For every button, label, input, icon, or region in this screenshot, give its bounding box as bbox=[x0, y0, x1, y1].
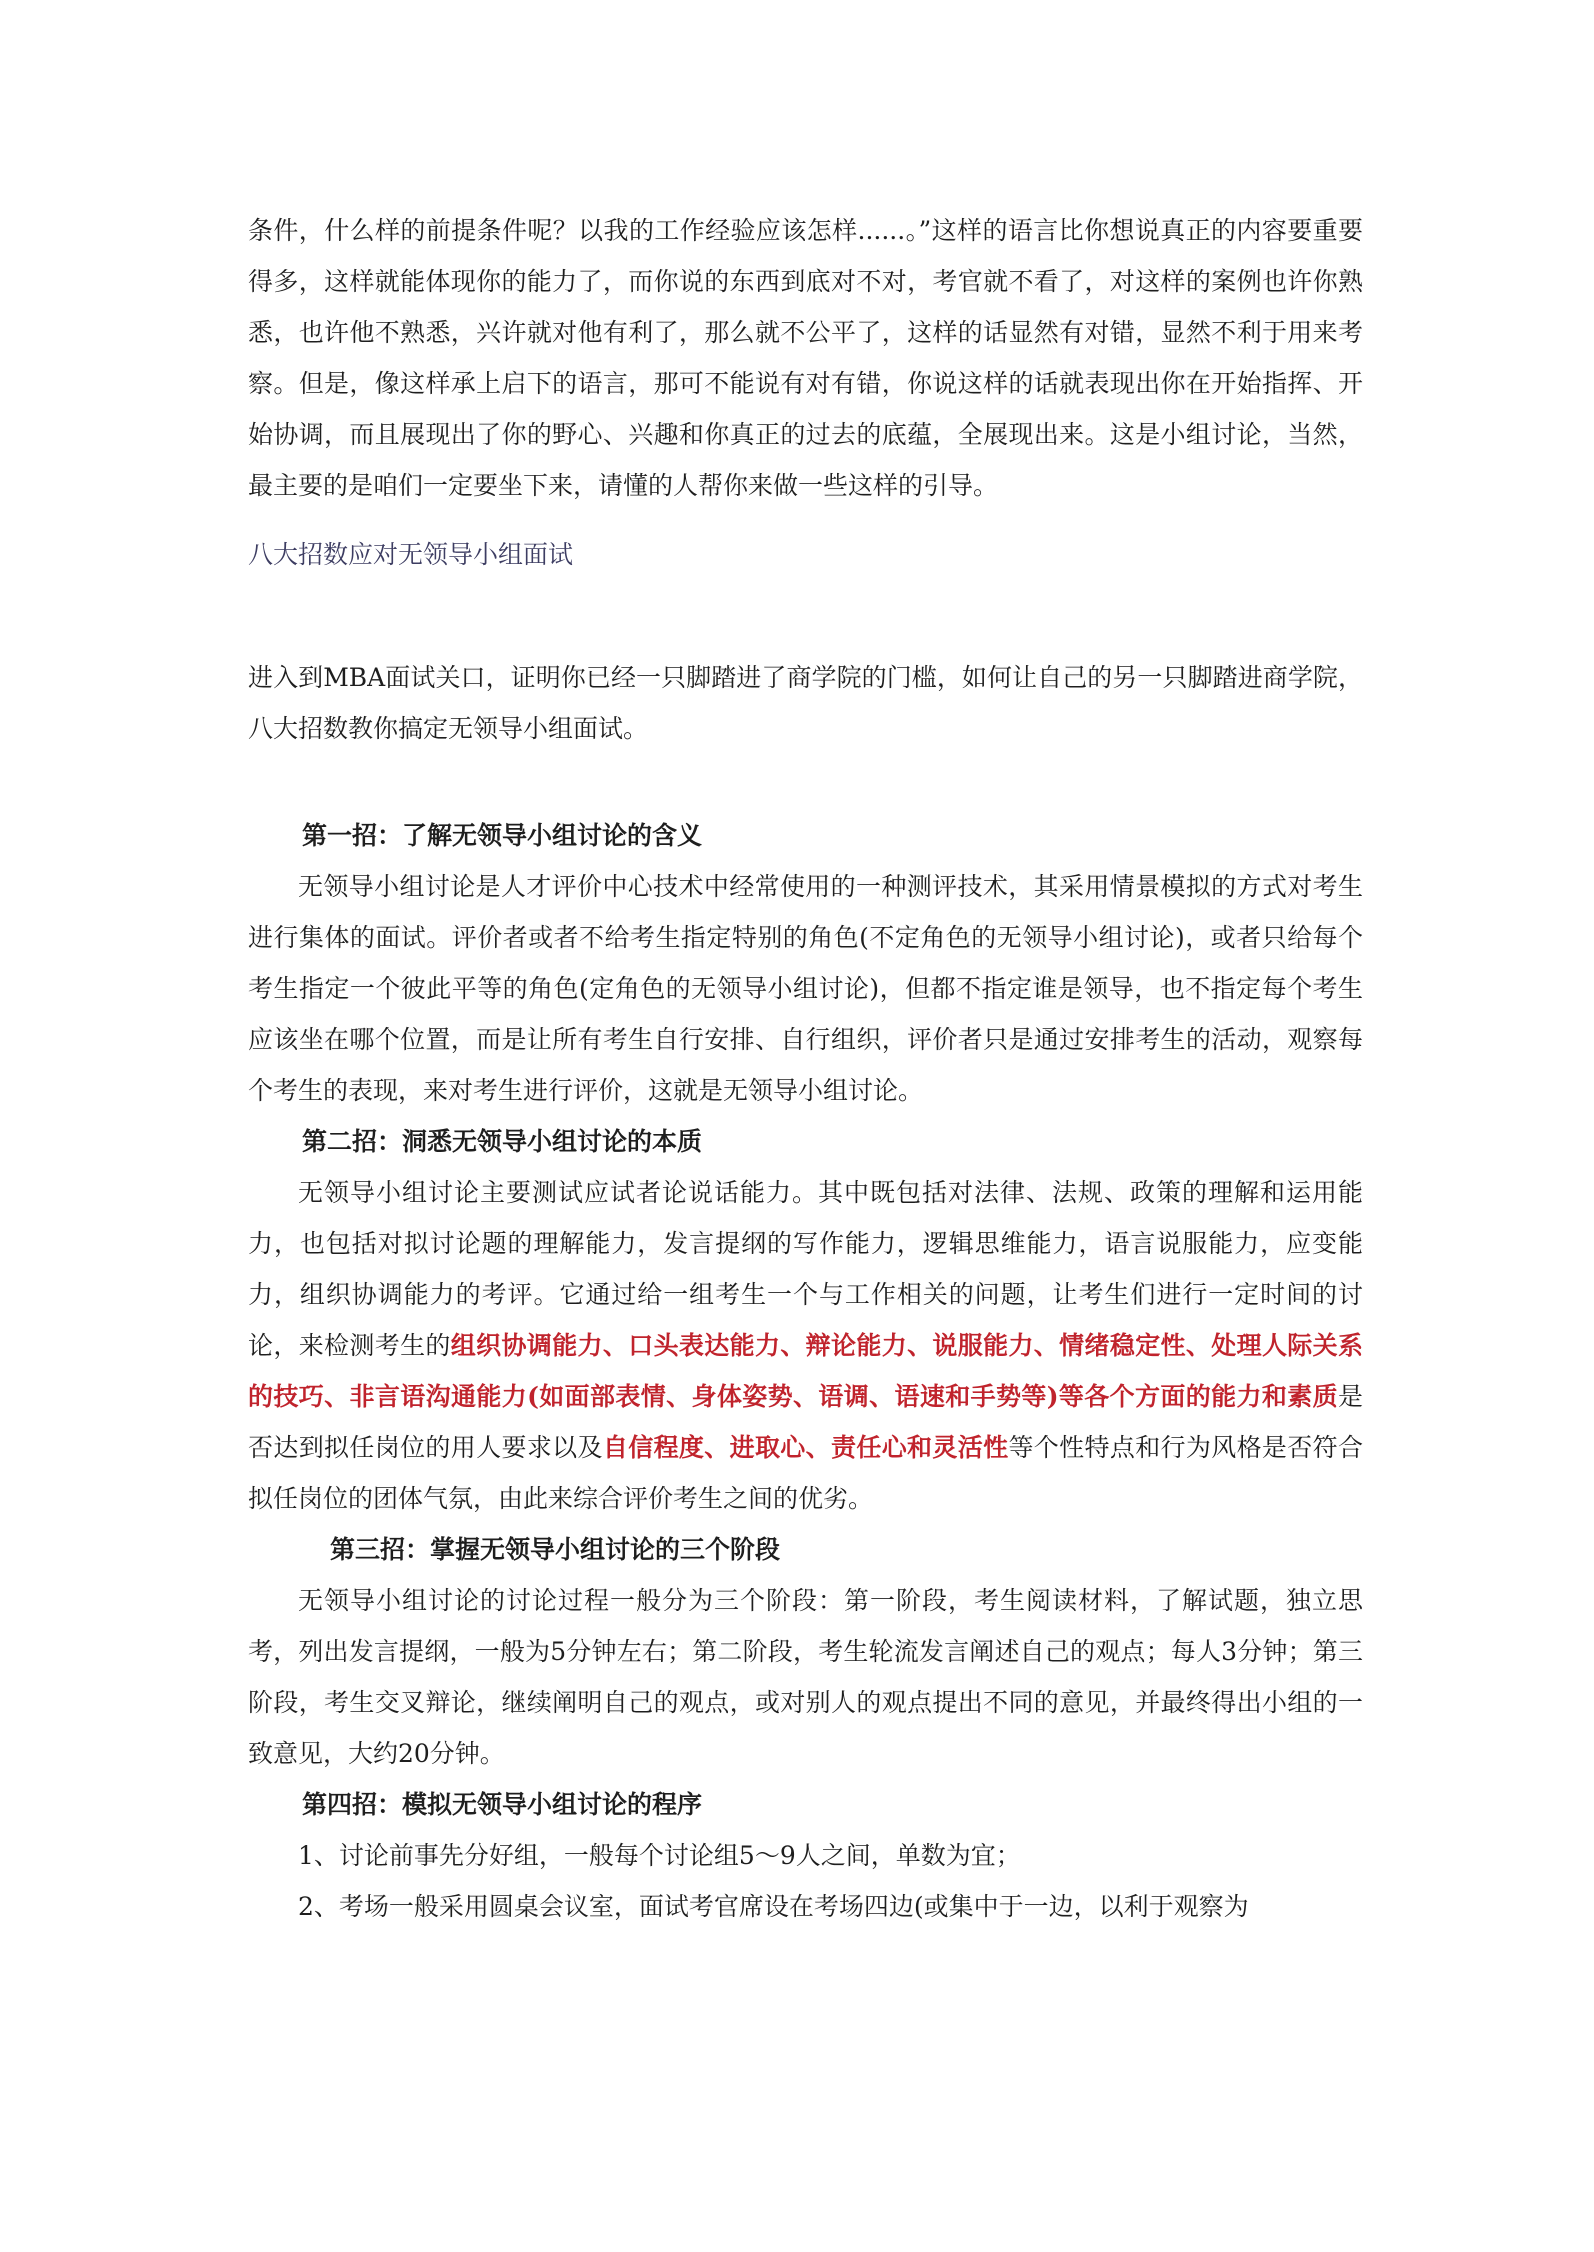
strategy-3-body: 无领导小组讨论的讨论过程一般分为三个阶段：第一阶段，考生阅读材料，了解试题，独立思考，列出发言提纲，一般为5分钟左右；第二阶段，考生轮流发言阐述自己的观点；每人3分钟；第三阶段，考生交叉辩论，继续阐明自己的观点，或对别人的观点提出不同的意见，并最终得出小组的一致意见，大约20分钟。 bbox=[248, 1586, 1363, 1768]
strategy-2-text-3: 等个性特点和行为风格是否符合拟任岗位的团体气氛，由此来综合评价考生之间的优劣。 bbox=[248, 1433, 1363, 1513]
strategy-3-title: 第三招：掌握无领导小组讨论的三个阶段 bbox=[330, 1535, 781, 1564]
strategy-2-body bbox=[248, 1167, 1363, 1524]
strategy-2-text-2: 是否达到拟任岗位的用人要求以及 bbox=[248, 1382, 1363, 1462]
strategy-1-body: 无领导小组讨论是人才评价中心技术中经常使用的一种测评技术，其采用情景模拟的方式对考生进行集体的面试。评价者或者不给考生指定特别的角色(不定角色的无领导小组讨论)，或者只给每个考生指定一个彼此平等的角色(定角色的无领导小组讨论)，但都不指定谁是领导，也不指定每个考生应该坐在哪个位置，而是让所有考生自行安排、自行组织，评价者只是通过安排考生的活动，观察每个考生的表现，来对考生进行评价，这就是无领导小组讨论。 bbox=[248, 872, 1363, 1105]
strategy-2-title: 第二招：洞悉无领导小组讨论的本质 bbox=[302, 1127, 703, 1156]
section-title: 八大招数应对无领导小组面试 bbox=[248, 540, 574, 569]
strategy-1-title: 第一招：了解无领导小组讨论的含义 bbox=[302, 821, 703, 850]
strategy-2-text-1: 无领导小组讨论主要测试应试者论说话能力。其中既包括对法律、法规、政策的理解和运用能力，也包括对拟讨论题的理解能力，发言提纲的写作能力，逻辑思维能力，语言说服能力，应变能力，组织协调能力的考评。它通过给一组考生一个与工作相关的问题，让考生们进行一定时间的讨论，来检测考生的 bbox=[248, 1178, 1363, 1360]
document-page bbox=[248, 205, 1363, 1932]
intro-paragraph: 进入到MBA面试关口，证明你已经一只脚踏进了商学院的门槛，如何让自己的另一只脚踏进商学院，八大招数教你搞定无领导小组面试。 bbox=[248, 663, 1363, 743]
strategy-2-highlight-2: 自信程度、进取心、责任心和灵活性 bbox=[602, 1433, 1009, 1462]
strategy-2-highlight-1: 组织协调能力、口头表达能力、辩论能力、说服能力、情绪稳定性、处理人际关系的技巧、非言语沟通能力(如面部表情、身体姿势、语调、语速和手势等)等各个方面的能力和素质 bbox=[248, 1331, 1363, 1411]
strategy-4-item-1: 1、讨论前事先分好组，一般每个讨论组5～9人之间，单数为宜； bbox=[298, 1841, 1021, 1870]
strategy-4-item-2: 2、考场一般采用圆桌会议室，面试考官席设在考场四边(或集中于一边，以利于观察为 bbox=[298, 1892, 1249, 1921]
strategy-4-title: 第四招：模拟无领导小组讨论的程序 bbox=[302, 1790, 703, 1819]
continued-paragraph: 条件，什么样的前提条件呢？以我的工作经验应该怎样......。”这样的语言比你想说真正的内容要重要得多，这样就能体现你的能力了，而你说的东西到底对不对，考官就不看了，对这样的案例也许你熟悉，也许他不熟悉，兴许就对他有利了，那么就不公平了，这样的话显然有对错，显然不利于用来考察。但是，像这样承上启下的语言，那可不能说有对有错，你说这样的话就表现出你在开始指挥、开始协调，而且展现出了你的野心、兴趣和你真正的过去的底蕴，全展现出来。这是小组讨论，当然，最主要的是咱们一定要坐下来，请懂的人帮你来做一些这样的引导。 bbox=[248, 216, 1363, 500]
